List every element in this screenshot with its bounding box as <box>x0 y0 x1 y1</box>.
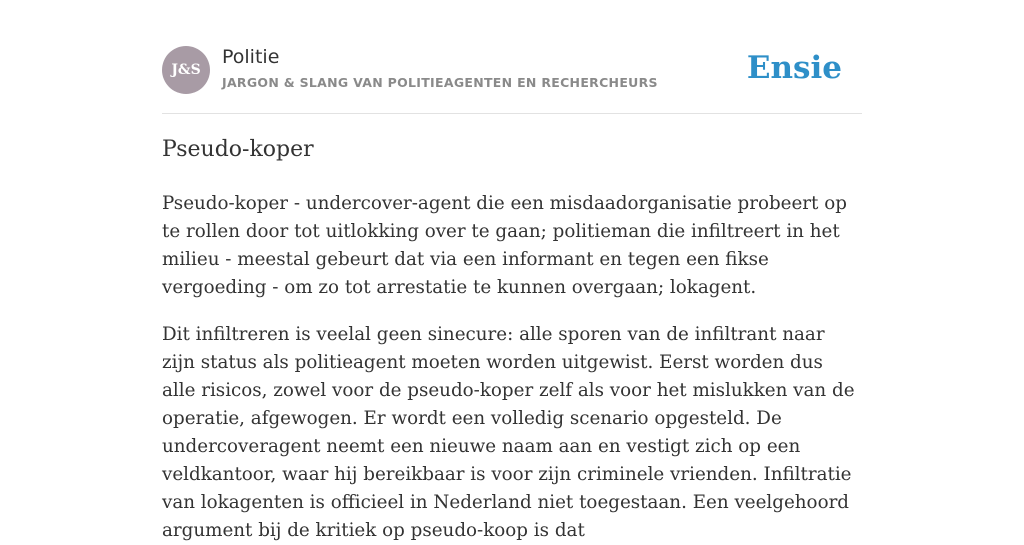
header-divider <box>162 113 862 114</box>
ensie-logo[interactable]: Ensie <box>746 50 842 86</box>
term-title: Pseudo-koper <box>162 137 314 162</box>
definition-paragraph-2: Dit infiltreren is veelal geen sinecure: alle sporen van de infiltrant naar zijn status als politieagent moeten worden uitgewist. Eerst worden dus alle risicos, zowel voor de pseudo-koper zelf als voor het mislukken van de operatie, afgewogen. Er wordt een volledig scenario opgesteld. De undercoveragent neemt een nieuwe naam aan en vestigt zich op een veldkantoor, waar hij bereikbaar is voor zijn criminele vrienden. Infiltratie van lokagenten is officieel in Nederland niet toegestaan. Een veelgehoord argument bij de kritiek op pseudo-koop is dat <box>162 324 855 541</box>
dictionary-header <box>162 46 862 96</box>
definition-paragraph-1: Pseudo-koper - undercover-agent die een misdaadorganisatie probeert op te rollen door tot uitlokking over te gaan; politieman die infiltreert in het milieu - meestal gebeurt dat via een informant en tegen een fikse vergoeding - om zo tot arrestatie te kunnen overgaan; lokagent. <box>162 193 847 298</box>
dictionary-subtitle: JARGON & SLANG VAN POLITIEAGENTEN EN RECHERCHEURS <box>222 75 658 90</box>
dictionary-avatar[interactable]: J&S <box>162 46 210 94</box>
dictionary-title[interactable]: Politie <box>222 46 280 68</box>
